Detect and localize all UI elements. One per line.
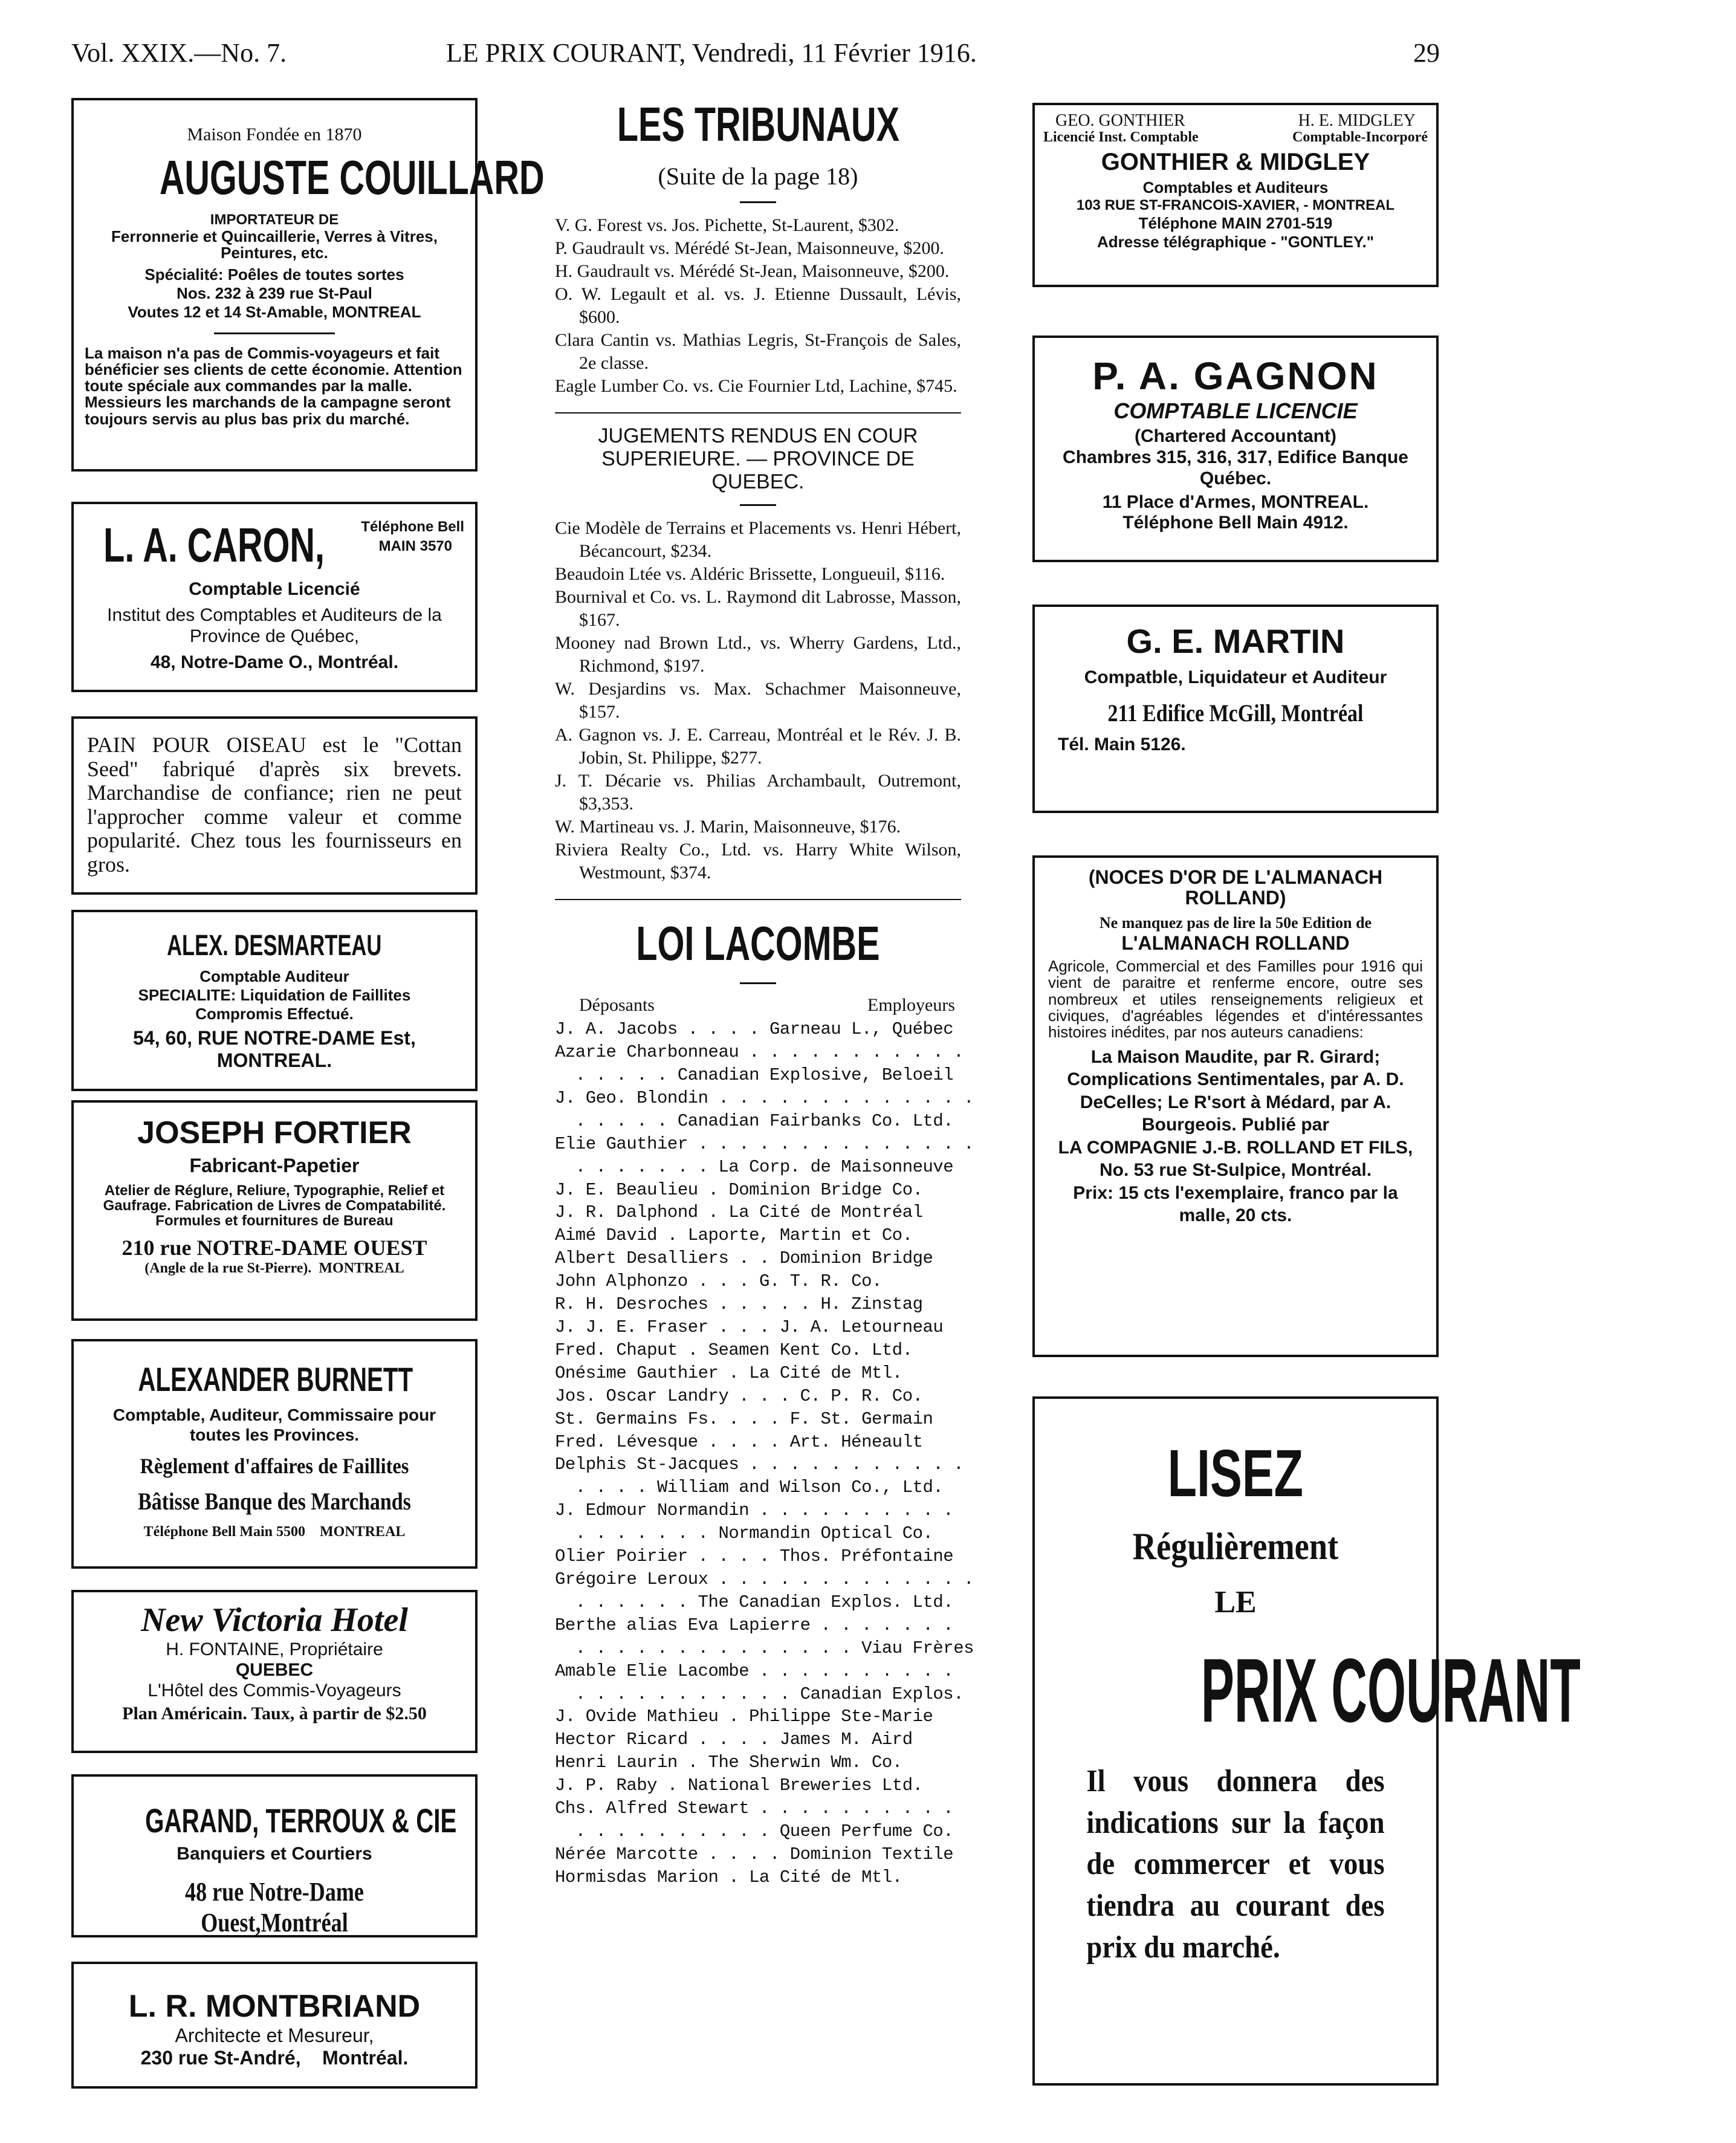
fortier-name: JOSEPH FORTIER	[137, 1115, 412, 1150]
lacombe-row: Berthe alias Eva Lapierre . . . . . . .	[555, 1615, 954, 1635]
lacombe-row: . . . . . . . La Corp. de Maisonneuve	[555, 1156, 954, 1177]
lacombe-row: Onésime Gauthier . La Cité de Mtl.	[555, 1363, 902, 1383]
burnett-building: Bâtisse Banque des Marchands	[138, 1488, 411, 1516]
lacombe-row: Grégoire Leroux . . . . . . . . . . . . .	[555, 1569, 974, 1589]
gonthier-name: GONTHIER & MIDGLEY	[1101, 149, 1370, 175]
address-1: Nos. 232 à 239 rue St-Paul	[177, 284, 372, 302]
ad-caron	[71, 502, 478, 692]
burnett-service: Règlement d'affaires de Faillites	[140, 1454, 409, 1479]
almanach-line1: Ne manquez pas de lire la 50e Edition de	[1099, 914, 1372, 932]
lacombe-row: Azarie Charbonneau . . . . . . . . . . .	[555, 1042, 964, 1063]
ad-new-victoria-hotel	[71, 1590, 478, 1753]
lacombe-row: J. Geo. Blondin . . . . . . . . . . . . .	[555, 1088, 974, 1108]
caron-title: Comptable Licencié	[189, 579, 360, 599]
prix-courant-word: PRIX COURANT	[1200, 1639, 1581, 1741]
gagnon-title: COMPTABLE LICENCIE	[1113, 398, 1358, 423]
case-entry: Eagle Lumber Co. vs. Cie Fournier Ltd, Lachine, $745.	[555, 376, 957, 396]
fortier-city: MONTREAL	[319, 1260, 404, 1276]
goods-list: Ferronnerie et Quincaillerie, Verres à Vitres, Peintures, etc.	[111, 227, 438, 262]
almanach-works: La Maison Maudite, par R. Girard; Complications Sentimentales, par A. D. DeCelles; Le R'sort à Médard, par A. Bourgeois. Publié par	[1067, 1046, 1404, 1135]
notice: La maison n'a pas de Commis-voyageurs et fait bénéficier ses clients de cette économie. Attention toute spéciale aux commandes par la malle. Messieurs les marchands de la campagne seront toujours servis au plus bas prix du marché.	[85, 343, 462, 428]
lacombe-row: Hector Ricard . . . . James M. Aird	[555, 1730, 913, 1750]
volume-number: Vol. XXIX.—No. 7.	[71, 38, 287, 68]
lacombe-row: . . . . . Canadian Explosive, Beloeil	[555, 1065, 954, 1086]
lacombe-header	[555, 995, 961, 1018]
lacombe-row: . . . . . . The Canadian Explos. Ltd.	[555, 1592, 954, 1612]
section-divider	[555, 899, 961, 900]
jugement-entry: Beaudoin Ltée vs. Aldéric Brissette, Longueuil, $116.	[555, 564, 945, 585]
martin-name: G. E. MARTIN	[1126, 622, 1345, 660]
montbriand-name: L. R. MONTBRIAND	[128, 1989, 421, 2024]
montbriand-city: Montréal.	[322, 2047, 409, 2069]
tribunaux-subtitle: (Suite de la page 18)	[658, 163, 858, 190]
importer-label: IMPORTATEUR DE	[210, 212, 339, 228]
gagnon-name: P. A. GAGNON	[1092, 354, 1379, 398]
caron-phone-label: Téléphone Bell	[361, 519, 464, 535]
case-list	[555, 214, 961, 398]
jugement-entry: A. Gagnon vs. J. E. Carreau, Montréal et le Rév. J. B. Jobin, St. Philippe, $277.	[555, 725, 961, 768]
divider	[740, 982, 776, 984]
garand-address: 48 rue Notre-Dame Ouest,Montréal	[185, 1877, 364, 1937]
gagnon-rooms: Chambres 315, 316, 317, Edifice Banque Québec.	[1063, 447, 1408, 489]
gonthier-phone: Téléphone MAIN 2701-519	[1138, 214, 1333, 232]
lacombe-row: . . . . . . . . . . . Canadian Explos.	[555, 1684, 964, 1704]
caron-phone: MAIN 3570	[378, 538, 452, 554]
case-entry: O. W. Legault et al. vs. J. Etienne Dussault, Lévis, $600.	[555, 284, 961, 327]
caron-institute: Institut des Comptables et Auditeurs de la Province de Québec,	[107, 605, 442, 647]
almanach-price: Prix: 15 cts l'exemplaire, franco par la malle, 20 cts.	[1073, 1182, 1398, 1226]
almanach-publisher: LA COMPAGNIE J.-B. ROLLAND ET FILS,	[1058, 1137, 1413, 1158]
gagnon-phone: Téléphone Bell Main 4912.	[1122, 512, 1349, 533]
lacombe-row: Fred. Chaput . Seamen Kent Co. Ltd.	[555, 1340, 913, 1360]
gagnon-chartered: (Chartered Accountant)	[1135, 426, 1336, 446]
martin-title: Compatble, Liquidateur et Auditeur	[1084, 667, 1387, 687]
ad-auguste-couillard	[71, 98, 545, 472]
lacombe-row: Fred. Lévesque . . . . Art. Héneault	[555, 1431, 923, 1452]
ad-lisez-prix-courant	[1032, 1396, 1581, 2086]
desmarteau-compromis: Compromis Effectué.	[195, 1005, 354, 1023]
partner-1-title: Licencié Inst. Comptable	[1043, 129, 1199, 145]
lacombe-row: J. Edmour Normandin . . . . . . . . . .	[555, 1500, 954, 1521]
lacombe-row: John Alphonzo . . . G. T. R. Co.	[555, 1271, 882, 1292]
case-entry: V. G. Forest vs. Jos. Pichette, St-Laurent, $302.	[555, 215, 899, 235]
desmarteau-title: Comptable Auditeur	[199, 967, 349, 985]
founded-line: Maison Fondée en 1870	[187, 125, 362, 144]
lacombe-row: J. R. Dalphond . La Cité de Montréal	[555, 1202, 923, 1223]
lacombe-head-right: Employeurs	[867, 995, 955, 1016]
almanach-address: No. 53 rue St-Sulpice, Montréal.	[1099, 1160, 1372, 1181]
lacombe-row: . . . . . Canadian Fairbanks Co. Ltd.	[555, 1110, 954, 1131]
address-2: Voutes 12 et 14 St-Amable, MONTREAL	[128, 302, 421, 321]
jugement-entry: W. Desjardins vs. Max. Schachmer Maisonneuve, $157.	[555, 679, 961, 722]
montbriand-address: 230 rue St-André,	[140, 2047, 301, 2069]
jugement-entry: W. Martineau vs. J. Marin, Maisonneuve, $176.	[555, 817, 901, 837]
burnett-phone: Téléphone Bell Main 5500	[143, 1524, 305, 1540]
jugement-entry: Bournival et Co. vs. L. Raymond dit Labrosse, Masson, $167.	[555, 587, 961, 631]
burnett-name: ALEXANDER BURNETT	[138, 1360, 413, 1398]
fortier-corner: (Angle de la rue St-Pierre).	[144, 1260, 312, 1276]
hotel-name: New Victoria Hotel	[141, 1601, 408, 1639]
garand-title: Banquiers et Courtiers	[177, 1844, 372, 1864]
lisez-word: LISEZ	[1167, 1436, 1304, 1511]
fortier-address: 210 rue NOTRE-DAME OUEST	[121, 1235, 427, 1260]
divider	[740, 201, 776, 203]
caron-name: L. A. CARON,	[103, 518, 325, 572]
fortier-title: Fabricant-Papetier	[189, 1155, 360, 1176]
lacombe-head-left: Déposants	[579, 995, 655, 1016]
couillard-name: AUGUSTE COUILLARD	[159, 151, 545, 204]
desmarteau-specialty: SPECIALITE: Liquidation de Faillites	[138, 986, 411, 1004]
lacombe-row: Henri Laurin . The Sherwin Wm. Co.	[555, 1752, 902, 1773]
case-entry: Clara Cantin vs. Mathias Legris, St-François de Sales, 2e classe.	[555, 330, 961, 373]
lacombe-row: Chs. Alfred Stewart . . . . . . . . . .	[555, 1798, 954, 1819]
lacombe-row: J. P. Raby . National Breweries Ltd.	[555, 1775, 923, 1796]
lacombe-row: J. A. Jacobs . . . . Garneau L., Québec	[555, 1019, 954, 1040]
case-entry: P. Gaudrault vs. Mérédé St-Jean, Maisonneuve, $200.	[555, 238, 945, 258]
lacombe-row: Nérée Marcotte . . . . Dominion Textile	[555, 1844, 954, 1864]
hotel-tagline: L'Hôtel des Commis-Voyageurs	[147, 1681, 401, 1700]
desmarteau-name: ALEX. DESMARTEAU	[167, 930, 382, 962]
lacombe-row: Aimé David . Laporte, Martin et Co.	[555, 1225, 913, 1246]
hotel-city: QUEBEC	[235, 1660, 314, 1680]
jugement-entry: Cie Modèle de Terrains et Placements vs. Henri Hébert, Bécancourt, $234.	[555, 518, 961, 562]
lacombe-row: Albert Desalliers . . Dominion Bridge	[555, 1248, 933, 1269]
lacombe-row: Elie Gauthier . . . . . . . . . . . . . .	[555, 1133, 974, 1154]
lacombe-row: . . . . . . . . . . Queen Perfume Co.	[555, 1821, 954, 1841]
desmarteau-address-2: MONTREAL.	[216, 1049, 332, 1071]
section-divider	[555, 412, 961, 413]
tribunaux-title: LES TRIBUNAUX	[617, 97, 899, 151]
lacombe-row: J. E. Beaulieu . Dominion Bridge Co.	[555, 1179, 923, 1200]
lacombe-row: . . . . . . . . . . . . . . Viau Frères	[555, 1638, 974, 1658]
page-header	[71, 37, 1440, 74]
le-word: LE	[1214, 1585, 1257, 1619]
regulierement-word: Régulièrement	[1132, 1525, 1339, 1568]
ad-montbriand	[71, 1962, 478, 2089]
gonthier-address: 103 RUE ST-FRANCOIS-XAVIER, - MONTREAL	[1076, 197, 1395, 213]
ad-garand-terroux	[71, 1774, 478, 1937]
lacombe-row: Amable Elie Lacombe . . . . . . . . . .	[555, 1661, 954, 1681]
jugements-list	[555, 517, 961, 884]
almanach-body: Agricole, Commercial et des Familles pour 1916 qui vient de paraitre et renferme encore, outre ses nombreux et utiles renseignements religieux et civiques, d'agréables légendes et d'intéressantes histoires inédites, par nos auteurs canadiens:	[1048, 957, 1423, 1042]
divider	[740, 504, 776, 506]
martin-address: 211 Edifice McGill, Montréal	[1107, 699, 1364, 727]
lacombe-row: J. J. E. Fraser . . . J. A. Letourneau	[555, 1317, 944, 1338]
ad-almanach-rolland	[1032, 855, 1439, 1357]
garand-name: GARAND, TERROUX & CIE	[145, 1801, 457, 1840]
middle-column	[555, 97, 974, 1889]
lacombe-row: . . . . . . . Normandin Optical Co.	[555, 1523, 933, 1544]
desmarteau-address-1: 54, 60, RUE NOTRE-DAME Est,	[133, 1027, 416, 1049]
fortier-services: Atelier de Réglure, Reliure, Typographie, Relief et Gaufrage. Fabrication de Livres de Compatabilité. Formules et fournitures de Bureau	[103, 1182, 446, 1230]
martin-phone: Tél. Main 5126.	[1058, 734, 1186, 755]
almanach-name: L'ALMANACH ROLLAND	[1121, 932, 1350, 955]
ad-alexander-burnett	[71, 1339, 478, 1569]
ad-gagnon	[1032, 336, 1439, 562]
jugement-entry: Mooney nad Brown Ltd., vs. Wherry Gardens, Ltd., Richmond, $197.	[555, 633, 961, 676]
specialty: Spécialité: Poêles de toutes sortes	[144, 265, 404, 284]
partner-2-title: Comptable-Incorporé	[1292, 129, 1428, 145]
hotel-rates: Plan Américain. Taux, à partir de $2.50	[122, 1704, 427, 1723]
lacombe-row: Jos. Oscar Landry . . . C. P. R. Co.	[555, 1386, 923, 1406]
lacombe-row: Delphis St-Jacques . . . . . . . . . . .	[555, 1454, 964, 1475]
case-entry: H. Gaudrault vs. Mérédé St-Jean, Maisonneuve, $200.	[555, 261, 950, 281]
ad-desmarteau	[71, 910, 478, 1091]
lisez-body: Il vous donnera des indications sur la façon de commercer et vous tiendra au courant des prix du marché.	[1086, 1764, 1385, 1965]
hotel-owner: H. FONTAINE, Propriétaire	[166, 1639, 383, 1659]
almanach-title: (NOCES D'OR DE L'ALMANACH ROLLAND)	[1088, 866, 1383, 909]
jugement-entry: J. T. Décarie vs. Philias Archambault, Outremont, $3,353.	[555, 771, 961, 814]
newspaper-title: LE PRIX COURANT, Vendredi, 11 Février 1916.	[446, 38, 977, 68]
lacombe-row: . . . . William and Wilson Co., Ltd.	[555, 1477, 944, 1498]
page-number: 29	[1413, 38, 1440, 68]
gonthier-title: Comptables et Auditeurs	[1142, 178, 1329, 196]
gagnon-address: 11 Place d'Armes, MONTREAL.	[1102, 491, 1369, 512]
lacombe-row: R. H. Desroches . . . . . H. Zinstag	[555, 1294, 923, 1315]
jugement-entry: Riviera Realty Co., Ltd. vs. Harry White Wilson, Westmount, $374.	[555, 840, 961, 883]
gonthier-telegraph: Adresse télégraphique - "GONTLEY."	[1096, 233, 1375, 251]
lacombe-list	[555, 1018, 974, 1888]
burnett-title: Comptable, Auditeur, Commissaire pour toutes les Provinces.	[112, 1405, 436, 1445]
pain-oiseau-text: PAIN POUR OISEAU est le "Cottan Seed" fabriqué d'après six brevets. Marchandise de confiance; rien ne peut l'approcher comme valeur et comme popularité. Chez tous les fournisseurs en gros.	[87, 733, 462, 877]
ad-gonthier-midgley	[1032, 103, 1439, 287]
lacombe-row: J. Ovide Mathieu . Philippe Ste-Marie	[555, 1707, 933, 1727]
caron-address: 48, Notre-Dame O., Montréal.	[150, 652, 399, 672]
lacombe-title: LOI LACOMBE	[636, 916, 880, 971]
lacombe-row: St. Germains Fs. . . . F. St. Germain	[555, 1409, 933, 1429]
ad-pain-oiseau	[71, 716, 478, 895]
ad-ge-martin	[1032, 605, 1439, 813]
divider	[214, 332, 335, 334]
montbriand-title: Architecte et Mesureur,	[175, 2025, 374, 2046]
ad-joseph-fortier	[71, 1100, 478, 1321]
partner-2: H. E. MIDGLEY	[1298, 111, 1416, 130]
partner-1: GEO. GONTHIER	[1055, 111, 1185, 130]
jugements-title: JUGEMENTS RENDUS EN COUR SUPERIEURE. — PROVINCE DE QUEBEC.	[598, 424, 918, 494]
burnett-city: MONTREAL	[320, 1524, 406, 1540]
lacombe-row: Hormisdas Marion . La Cité de Mtl.	[555, 1867, 902, 1887]
lacombe-row: Olier Poirier . . . . Thos. Préfontaine	[555, 1546, 954, 1567]
